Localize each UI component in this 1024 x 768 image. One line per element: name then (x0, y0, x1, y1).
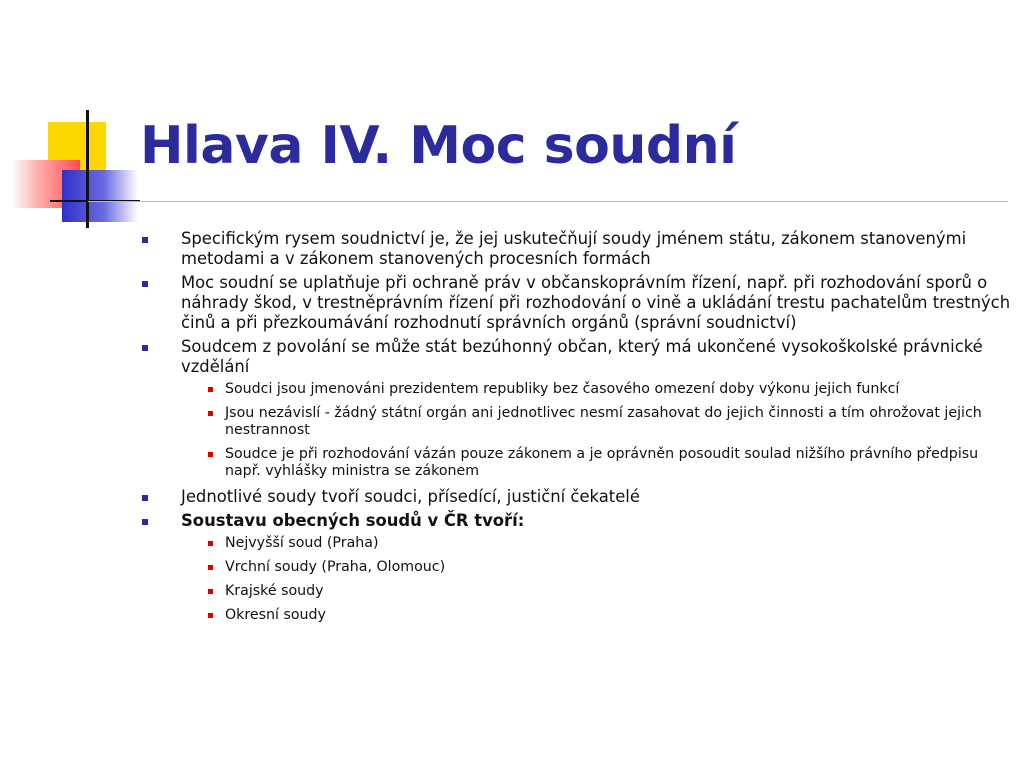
bullet-item (141, 337, 1011, 480)
sub-bullet-item (181, 381, 1011, 398)
sub-bullet-item (181, 559, 1011, 576)
bullet-text: Moc soudní se uplatňuje při ochraně práv v občanskoprávním řízení, např. při rozhodování sporů o náhrady škod, v trestněprávním řízení při rozhodování o vině a ukládání trestu pachatelům trestných činů a při přezkoumávání rozhodnutí správních orgánů (správní soudnictví) (181, 273, 1011, 332)
sub-bullet-item (181, 405, 1011, 439)
sub-bullet-item (181, 583, 1011, 600)
sub-bullet-item (181, 446, 1011, 480)
sub-bullet-text: Krajské soudy (225, 583, 324, 599)
bullet-text: Jednotlivé soudy tvoří soudci, přísedící, justiční čekatelé (181, 487, 640, 506)
sub-bullet-item (181, 535, 1011, 552)
bullet-item (141, 229, 1011, 269)
bullet-item (141, 273, 1011, 333)
sub-bullet-text: Nejvyšší soud (Praha) (225, 535, 379, 551)
sub-bullet-text: Jsou nezávislí - žádný státní orgán ani jednotlivec nesmí zasahovat do jejich činnosti a tím ohrožovat jejich nestrannost (225, 405, 982, 438)
decor-vertical-line (86, 110, 89, 228)
sub-bullet-text: Okresní soudy (225, 607, 326, 623)
bullet-list (141, 229, 1011, 624)
sub-bullet-text: Vrchní soudy (Praha, Olomouc) (225, 559, 446, 575)
sub-bullet-item (181, 607, 1011, 624)
slide-content (141, 229, 1011, 631)
bullet-text: Soudcem z povolání se může stát bezúhonný občan, který má ukončené vysokoškolské právnické vzdělání (181, 337, 983, 376)
sub-bullet-list (181, 535, 1011, 624)
bullet-item (141, 487, 1011, 507)
slide-title: Hlava IV. Moc soudní (140, 116, 737, 176)
title-underline (88, 201, 1008, 202)
bullet-item-bold (141, 511, 1011, 624)
bullet-text: Soustavu obecných soudů v ČR tvoří: (181, 511, 525, 530)
bullet-text: Specifickým rysem soudnictví je, že jej uskutečňují soudy jménem státu, zákonem stanovenými metodami a v zákonem stanovených procesních formách (181, 229, 967, 268)
sub-bullet-list (181, 381, 1011, 480)
sub-bullet-text: Soudci jsou jmenováni prezidentem republiky bez časového omezení doby výkonu jejich funkcí (225, 381, 900, 397)
sub-bullet-text: Soudce je při rozhodování vázán pouze zákonem a je oprávněn posoudit soulad nižšího právního předpisu např. vyhlášky ministra se zákonem (225, 446, 979, 479)
decor-blue-gradient (62, 170, 138, 222)
